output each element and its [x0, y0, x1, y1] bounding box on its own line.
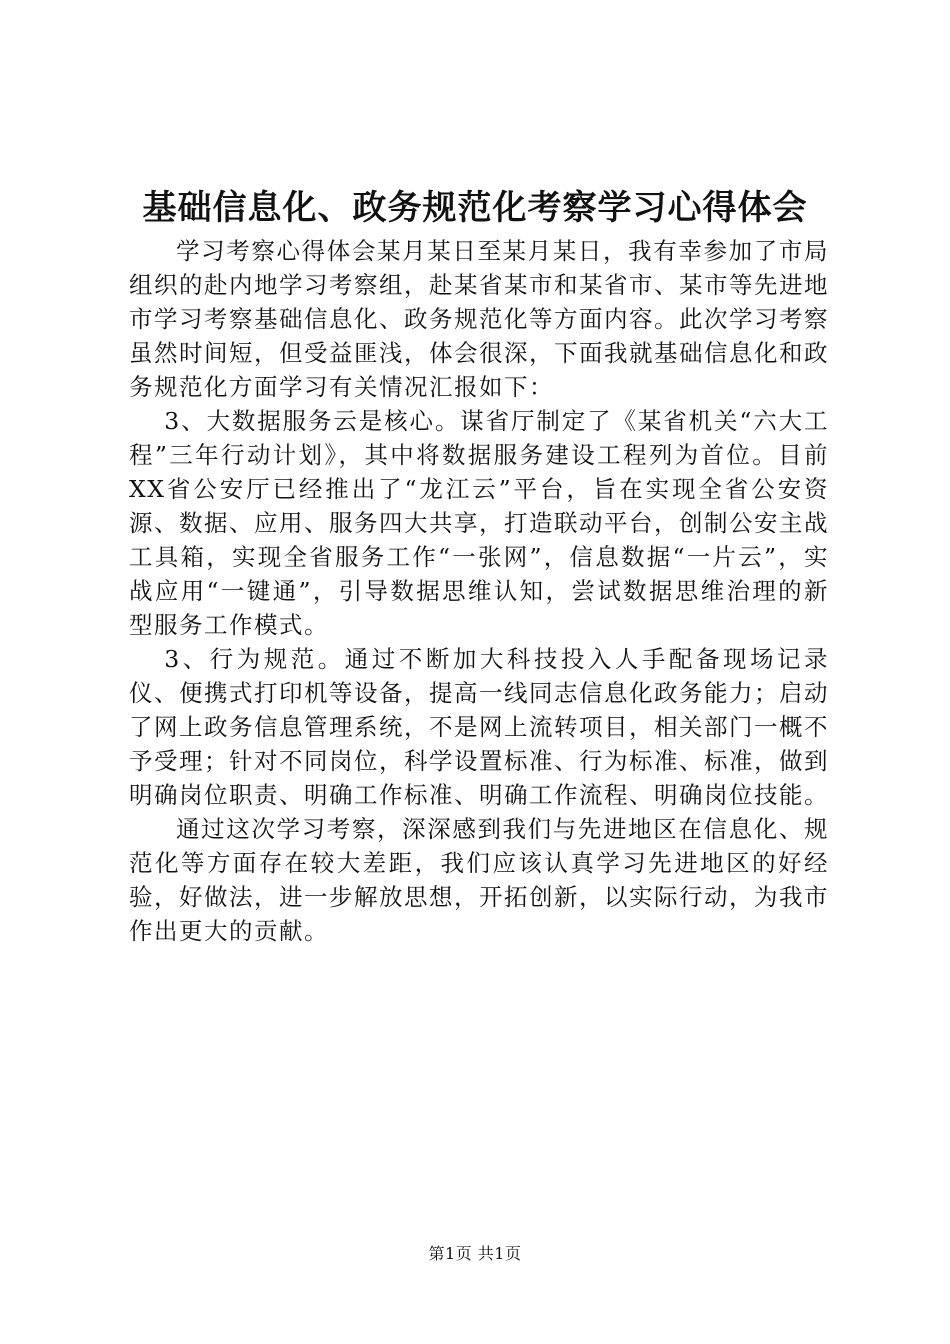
paragraph-intro: 学习考察心得体会某月某日至某月某日，我有幸参加了市局组织的赴内地学习考察组，赴某省某市和某省市、某市等先进地市学习考察基础信息化、政务规范化等方面内容。此次学习考察虽然时间短，但受益匪浅，体会很深，下面我就基础信息化和政务规范化方面学习有关情况汇报如下： [129, 237, 829, 401]
document-body [129, 234, 829, 948]
paragraph-conclusion: 通过这次学习考察，深深感到我们与先进地区在信息化、规范化等方面存在较大差距，我们应该认真学习先进地区的好经验，好做法，进一步解放思想，开拓创新，以实际行动，为我市作出更大的贡献。 [129, 815, 829, 945]
paragraph-behavior-standards: 3、行为规范。通过不断加大科技投入人手配备现场记录仪、便携式打印机等设备，提高一线同志信息化政务能力；启动了网上政务信息管理系统，不是网上流转项目，相关部门一概不予受理；针对不同岗位，科学设置标准、行为标准、标准，做到明确岗位职责、明确工作标准、明确工作流程、明确岗位技能。 [129, 645, 829, 809]
document-title: 基础信息化、政务规范化考察学习心得体会 [142, 188, 808, 228]
page-footer: 第1页 共1页 [428, 1244, 522, 1263]
paragraph-big-data-cloud: 3、大数据服务云是核心。谋省厅制定了《某省机关“六大工程”三年行动计划》，其中将数据服务建设工程列为首位。目前XX省公安厅已经推出了“龙江云”平台，旨在实现全省公安资源、数据、应用、服务四大共享，打造联动平台，创制公安主战工具箱，实现全省服务工作“一张网”，信息数据“一片云”，实战应用“一键通”，引导数据思维认知，尝试数据思维治理的新型服务工作模式。 [129, 407, 829, 639]
